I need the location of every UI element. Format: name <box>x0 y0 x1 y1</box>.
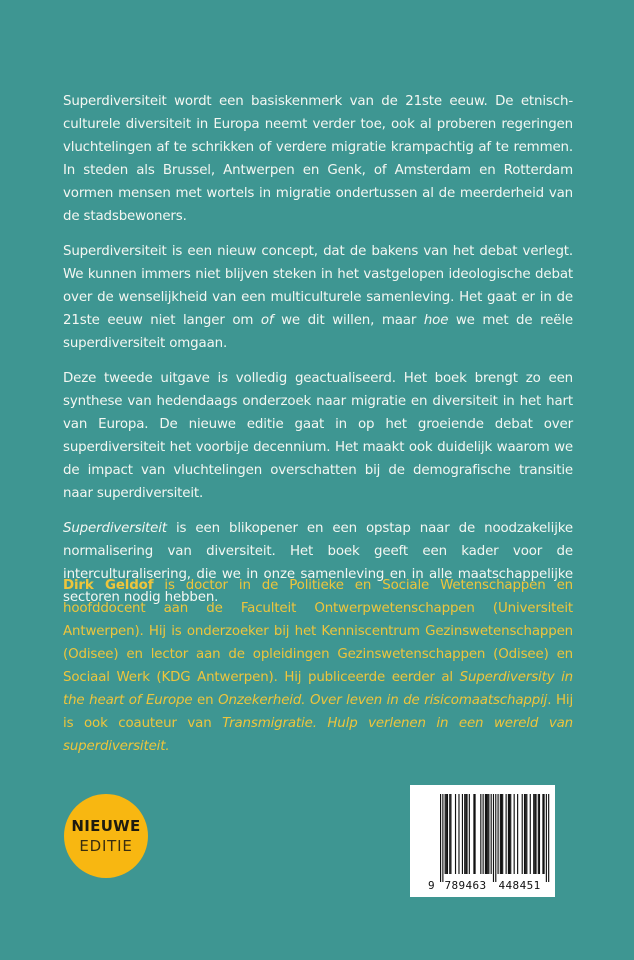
book-title: Superdiversity in the heart of Europe <box>63 670 573 708</box>
barcode-bar <box>546 794 547 882</box>
badge-line-2: EDITIE <box>79 837 133 855</box>
barcode-bar <box>539 794 540 874</box>
text-segment: is doctor in de Politieke en Sociale Wetenschappen en hoofddocent aan de Faculteit Ontwerpwetenschappen (Universiteit Antwerpen). Hij is onderzoeker bij het Kenniscentrum Gezinswetenschappen (Odisee) en lector aan de opleidingen Gezinswetenschappen (Odisee) en Sociaal Werk (KDG Antwerpen). Hij publiceerde eerder al <box>63 578 574 685</box>
barcode-bar <box>500 794 501 874</box>
barcode-bar <box>466 794 467 874</box>
barcode-bar <box>488 794 489 874</box>
barcode-bar <box>440 794 441 882</box>
barcode-bar <box>442 794 443 882</box>
barcode-bar <box>534 794 535 874</box>
barcode-bar <box>462 794 463 874</box>
barcode-bar <box>501 794 502 874</box>
barcode-bar <box>458 794 459 874</box>
barcode-bar <box>446 794 447 874</box>
text-segment: Superdiversiteit is een nieuw concept, dat de bakens van het debat verlegt. We kunnen immers niet blijven steken in het vastgelopen ideologische debat over de wenselijkheid van een multiculturele samenleving. Het gaat er in de 21ste eeuw niet langer om <box>63 244 573 328</box>
barcode-bar <box>469 794 470 874</box>
barcode-bar <box>522 794 523 874</box>
barcode-first-digit: 9 <box>428 879 436 892</box>
author-name: Dirk Geldof <box>63 578 154 593</box>
barcode-bar <box>480 794 481 874</box>
barcode-bar <box>517 794 518 874</box>
barcode-left-digits: 789463 <box>444 879 487 892</box>
book-title: Onzekerheid. Over leven in de risicomaatschappij <box>218 693 548 708</box>
barcode-bar <box>493 794 494 882</box>
barcode-bar <box>542 794 543 874</box>
barcode-bar <box>464 794 465 874</box>
barcode-bar <box>502 794 503 874</box>
text-segment: . Hij is ook coauteur van <box>63 693 574 731</box>
barcode-bar <box>510 794 511 874</box>
blurb-paragraph-3 <box>63 367 573 505</box>
barcode-bar <box>524 794 525 874</box>
text-segment: we met de reële superdiversiteit omgaan. <box>63 313 573 351</box>
barcode-bar <box>445 794 446 874</box>
badge-line-1: NIEUWE <box>71 817 141 835</box>
blurb <box>63 90 573 621</box>
barcode-bar <box>447 794 448 874</box>
barcode-bar <box>506 794 507 874</box>
barcode-bar <box>548 794 549 882</box>
barcode-bar <box>533 794 534 874</box>
barcode-bar <box>508 794 509 874</box>
barcode-bar <box>455 794 456 874</box>
barcode-bar <box>525 794 526 874</box>
barcode-right-digits: 448451 <box>498 879 541 892</box>
barcode-bar <box>526 794 527 874</box>
barcode-bar <box>486 794 487 874</box>
text-segment-italic: of <box>260 313 274 328</box>
text-segment: Deze tweede uitgave is volledig geactualiseerd. Het boek brengt zo een synthese van hedendaags onderzoek naar migratie en diversiteit in het hart van Europa. De nieuwe editie gaat in op het groeiende debat over superdiversiteit het voorbije decennium. Het maakt ook duidelijk waarom we de impact van vluchtelingen overschatten bij de demografische transitie naar superdiversiteit. <box>63 371 573 501</box>
barcode-bar <box>498 794 499 874</box>
author-bio <box>63 574 573 758</box>
barcode-bar <box>491 794 492 874</box>
barcode-bar <box>450 794 451 874</box>
barcode-bar <box>530 794 531 874</box>
barcode-bar <box>483 794 484 874</box>
text-segment: en <box>192 693 219 708</box>
barcode-bar <box>473 794 474 874</box>
text-segment: we dit willen, maar <box>273 313 424 328</box>
barcode-bar <box>514 794 515 874</box>
text-segment: Superdiversiteit wordt een basiskenmerk van de 21ste eeuw. De etnisch-culturele diversiteit in Europa neemt verder toe, ook al proberen regeringen vluchtelingen af te schrikken of verdere migratie krampachtig af te remmen. In steden als Brussel, Antwerpen en Genk, of Amsterdam en Rotterdam vormen mensen met wortels in migratie ondertussen al de meerderheid van de stadsbewoners. <box>63 94 573 224</box>
blurb-paragraph-2 <box>63 240 573 355</box>
barcode-bar <box>538 794 539 874</box>
barcode-bar <box>487 794 488 874</box>
barcode-bar <box>449 794 450 874</box>
text-segment-italic: hoe <box>423 313 449 328</box>
new-edition-badge <box>64 794 148 878</box>
barcode-bar <box>475 794 476 874</box>
text-segment-italic: Superdiversiteit <box>63 521 167 536</box>
barcode-bar <box>544 794 545 874</box>
barcode-bar <box>509 794 510 874</box>
barcode-bar <box>465 794 466 874</box>
book-title: Transmigratie. Hulp verlenen in een wereld van superdiversiteit. <box>63 716 573 754</box>
text-segment: is een blikopener en een opstap naar de noodzakelijke normalisering van diversiteit. Het boek geeft een kader voor de interculturalisering, die we in onze samenleving en in alle maatschappelijke sectoren nodig hebben. <box>63 521 573 605</box>
barcode-bar <box>535 794 536 874</box>
barcode-bar <box>485 794 486 874</box>
barcode-bars <box>410 785 555 897</box>
blurb-paragraph-1 <box>63 90 573 228</box>
isbn-barcode <box>410 785 555 897</box>
barcode-bar <box>495 794 496 882</box>
